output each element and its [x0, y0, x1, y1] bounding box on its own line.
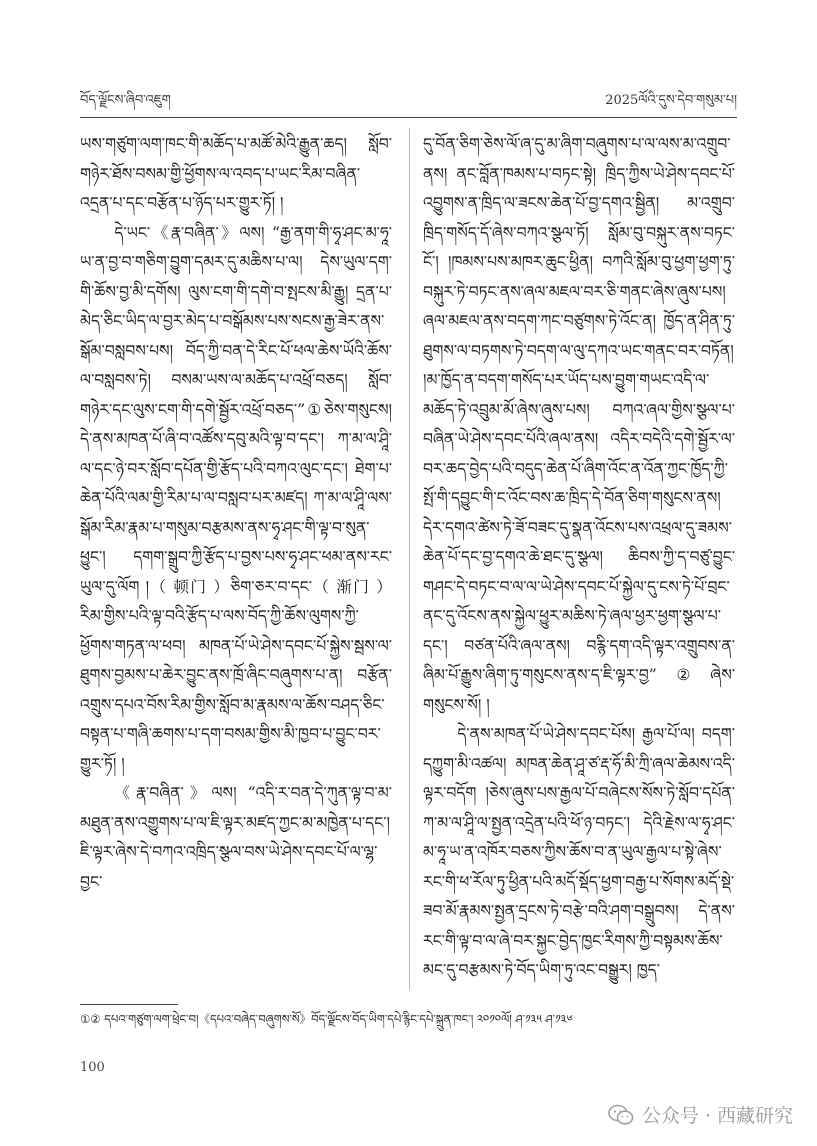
paragraph: 《རྣ་བཞིན་》ལས། “འདི་ར་བན་དེ་ཀུན་ལྟ་བ་མ་མཐུན་ནས་འགྱུགས་པ་ལ་ཇི་ལྟར་མཛད་ཀྱང་མ་མཁྱེན་པ་དང་། ཇི་ལྟར་ཞེས་དེ་བཀའ་འཁྲིད་སྩལ་བས་ཡེ་ཤེས་དབང་པོ་ལ་ལྷ་བྱང་ — [80, 784, 392, 891]
paragraph: དུ་བོན་ཅིག་ཅེས་ལོ་ཞ་དུ་མ་ཞིག་བཞུགས་པ་ལ་ལས་མ་འགྲུབ་ནས། ནང་བློན་ཁམས་པ་བཏང་སྟེ། ཁྲིད་ཀྱིས་ཡེ་ཤེས་དབང་པོ་འབྱུགས་ན་ཁྲིད་ལ་ཟངས་ཆེན་པོ་བྱ་དགའ་སྦྱིན། མ་འགྲུབ་ཁྲིད་གསོད་དོ་ཞེས་བཀའ་སྩལ་ཏོ། སློམ་བུ་བསྐུར་ནས་བཏང་ངོ་། །ཁམས་པས་མཁར་ཆུང་ཕྱིན། བཀའི་སློམ་བུ་ཕྱག་ཕྱག་ཏུ་བསྐུར་ཏེ་བཏང་ནས་ཞལ་མཇལ་བར་ཅི་གནང་ཞེས་ཞུས་པས། ཞལ་མཇལ་ནས་བདག་ཀང་བཙུགས་ཏེ་འོང་ན། ཁྱོད་ན་ཤིན་ཏུ་ཐུགས་ལ་བཏགས་ཏེ་བདག་ལ་ལུ་དཀའ་ཡང་གནང་བར་བཏོན། །མ་ཁྱོད་ན་བདག་གསོད་པར་ཡོད་པས་བྱུག་གཡང་འདི་ལ་མཆོད་ཏེ་འབྲུམ་མོ་ཞེས་ཞུས་པས། བཀའ་ཞལ་གྱིས་སྩལ་པ་བཞིན་ཡེ་ཤེས་དབང་པོའི་ཞལ་ནས། འདིར་བདེའི་དགེ་སྦྱོར་ལ་བར་ཆད་བྱེད་པའི་བདུད་ཆེན་པོ་ཞིག་འོང་ན་འོན་ཀྱང་ཁྱོད་ཀྱི་སྤོ་གི་དབྱུང་གི་ང་འོང་བས་ཆ་ཁྲིད་དེ་བོན་ཅིག་གསུངས་ནས། དེར་དགའ་ཚེས་ཏེ་ཟོ་བཟང་དུ་སྣན་འོངས་པས་འཕྲལ་དུ་ཟམས་ཆེན་པོ་དང་བྱ་དགའ་ཆེ་ཐང་དུ་སྩལ། ཆིབས་ཀྱི་ད་བཙུ་བྱུང་གཤང་དེ་བཏང་བ་ལ་ལ་ཡེ་ཤེས་དབང་པོ་སྐྱེལ་དུ་ངས་ཏེ་པོ་བྲང་ནང་དུ་འོངས་ནས་སྐྱེལ་ཕྱུར་མཆིས་ཏེ་ཞལ་ཕྱར་ཕྱག་སྩལ་པ་དང་། བཙན་པོའི་ཞལ་ནས། བརྙི་དག་འདི་ལྟར་འགྲུབས་ན་ཞིམ་པོ་རྒྱུས་ཞིག་ཏུ་གསུངས་ནས་ད་ཇི་ལྟར་བྱ”②ཞེས་གསུངས་སོ། ། — [423, 135, 735, 714]
header-rule — [80, 117, 737, 118]
page-number: 100 — [80, 1060, 105, 1075]
running-header — [80, 92, 737, 114]
column-divider — [409, 128, 410, 990]
paragraph: དེ་ཡང་《རྣ་བཞིན་》ལས། “རྒྱ་ནག་གི་ཧྭ་ཤང་མ་ཧཱ་ཡ་ན་བྱ་བ་གཅིག་བྱུག་དམར་དུ་མཆིས་པ་ལ། དེས་ཡུལ་དག་གི་ཆོས་བྱ་མི་དགོས། ལུས་ངག་གི་དགེ་བ་སྤངས་མི་རྒྱུ། དྲན་པ་མེད་ཅིང་ཡིད་ལ་བྱར་མེད་པ་བསྒོམས་པས་སངས་རྒྱ་ཟེར་ནས་སྒོམ་བསླབས་པས། བོད་ཀྱི་བན་དེ་རིང་པོ་ཕལ་ཆེས་ཡོའི་ཆོས་ལ་བསླབས་ཏེ། བསམ་ཡས་ལ་མཆོད་པ་འཕྲོ་བཅད། སློབ་གཉེར་དང་ལུས་ངག་གི་དགེ་སྦྱོར་འཕྲོ་བཅད་”①ཅེས་གསུངས། དེ་ནས་མཁན་པོ་ཞི་བ་འཚོས་དབུ་མའི་ལྟ་བ་དང་། ཀ་མ་ལ་ཤཱི་ལ་དང་ཉེ་བར་སློབ་དཔོན་གྱི་རྩོད་པའི་བཀའ་ལུང་དང་། ཐེག་པ་ཆེན་པོའི་ལམ་གྱི་རིམ་པ་ལ་བསླབ་པར་མཛད། ཀ་མ་ལ་ཤཱི་ལས་སྒོམ་རིམ་རྣམ་པ་གསུམ་བརྩམས་ནས་ཧྭ་ཤང་གི་ལྟ་བ་སུན་ཕྱུང་། དགག་སྒྲུབ་ཀྱི་རྩོད་པ་བྱས་པས་ཧྭ་ཤང་ཕམ་ནས་རང་ཡུལ་དུ་ལོག །（ 顿门 ）ཅིག་ཅར་བ་དང་（ 渐门 ）རིམ་གྱིས་པའི་ལྟ་བའི་རྩོད་པ་ལས་བོད་ཀྱི་ཆོས་ལུགས་ཀྱི་ཕྱོགས་གཏན་ལ་ཕབ། མཁན་པོ་ཡེ་ཤེས་དབང་པོ་སྐྱེས་སྦས་ལ་ཐུགས་བྱམས་པ་ཆེར་བྱུང་ནས་ཁྲོ་ཞིང་བཞུགས་པ་ན། བརྩོན་འགྲུས་དཔའ་བོས་རིམ་གྱིས་སློབ་མ་རྣམས་ལ་ཆོས་བཤད་ཅིང་བསྟན་པ་གཞི་ཆགས་པ་དག་བསམ་གྱིས་མི་ཁྱབ་པ་བྱུང་བར་གྱུར་ཏོ། ། — [80, 223, 392, 773]
paragraph: དེ་ནས་མཁན་པོ་ཡེ་ཤེས་དབང་པོས། རྒྱལ་པོ་ལ། བདག་དཀྱུག་མི་འཚལ། མཁན་ཆེན་ཤཱ་ཙ་རྡ་ཧོ་མི་ཀྲི་ཞལ་ཆེམས་འདི་ལྟར་བདོག །ཅེས་ཞུས་པས་རྒྱལ་པོ་བཞེངས་སོས་ཏེ་སློབ་དཔོན་ཀ་མ་ལ་ཤཱི་ལ་སྤྱན་འདྲེན་པའི་ཕོ་ཉ་བཏང་། དེའི་རྗེས་ལ་ཧྭ་ཤང་མ་ཧཱ་ཡ་ན་འཁོར་བཅས་ཀྱིས་ཆོས་བ་ན་ཡུལ་རྒྱལ་པ་སྟེ་ཞེས་རང་གི་ཕ་རོལ་ཏུ་ཕྱིན་པའི་མདོ་སྡོད་ཕྱག་བརྒྱ་པ་སོགས་མདོ་སྡེ་ཟབ་མོ་རྣམས་སྤྱན་དྲངས་ཏེ་བརྩེ་བའི་ཤག་བསྒྲུབས། དེ་ནས་རང་གི་ལྟ་བ་ལ་ཞེ་བར་སྐྱང་བྱེད་ཁྱང་རིགས་ཀྱི་བསྟམས་ཆོས་མང་དུ་བརྩམས་ཏེ་བོད་ཡིག་ཏུ་འང་བསྒྱུར། ཁྱད་ — [423, 725, 735, 979]
journal-title: བོད་ལྗོངས་ཞིབ་འཇུག — [80, 92, 171, 108]
footnote: ①② དཔའ་གཙུག་ལག་ཕྲེང་བ།《དཔའ་བཞེད་བཞུགས་སོ》བོད་ལྗོངས་བོད་ཡིག་དཔེ་རྙིང་དཔེ་སྐྲུན་ཁང་། ༢༠༡༠ལོ། ཤ་༡༣༥ ཤ་༡༣༦ — [80, 1012, 573, 1026]
footnote-rule — [80, 1004, 178, 1005]
right-column — [423, 130, 735, 986]
watermark — [608, 1101, 793, 1128]
paragraph: ཡས་གཙུག་ལག་ཁང་གི་མཆོད་པ་མཚོ་མེའི་རྒྱུན་ཆད། སློབ་གཉེར་ཐོས་བསམ་གྱི་ཕྱོགས་ལ་འབད་པ་ཡང་རིམ་བཞིན་འདྲན་པ་དང་བརྩོན་པ་ཉོད་པར་གྱུར་ཏོ། ། — [80, 135, 392, 212]
wechat-icon — [608, 1104, 634, 1126]
left-column — [80, 130, 392, 897]
issue-label: 2025ལོའི་དུས་དེབ་གསུམ་པ། — [605, 92, 737, 108]
watermark-text: 公众号 · 西藏研究 — [641, 1105, 793, 1127]
